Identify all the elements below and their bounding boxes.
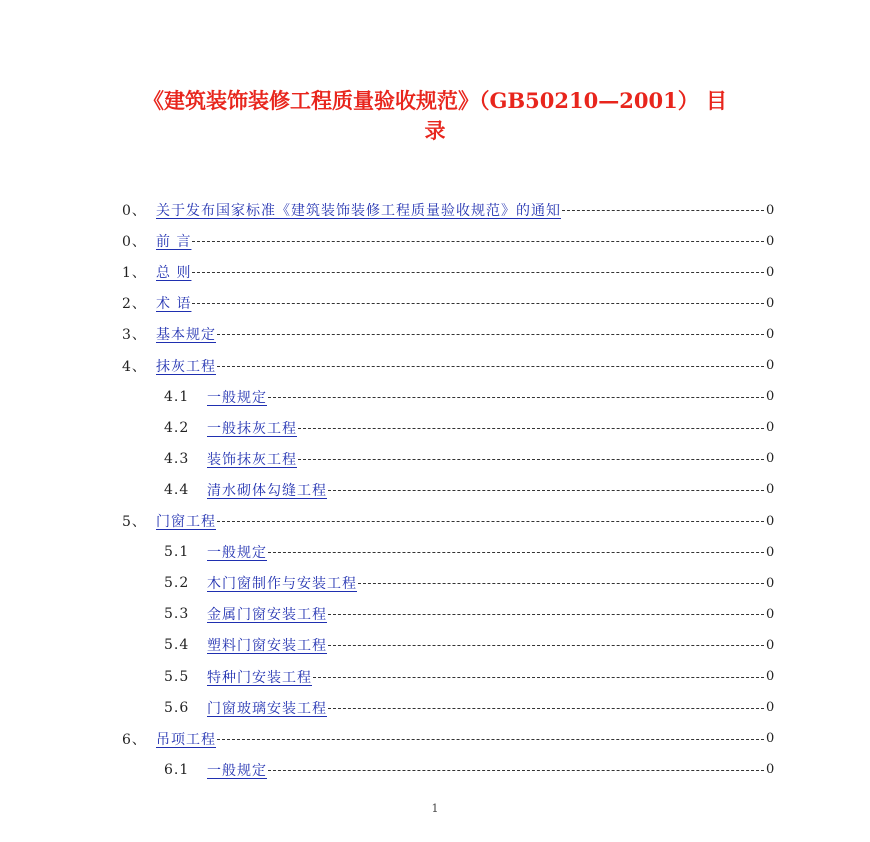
- toc-entry-number: 6.1: [164, 761, 190, 778]
- toc-entry-page: 0: [766, 202, 775, 218]
- toc-leader-dashes: [268, 552, 764, 553]
- toc-entry-page: 0: [766, 389, 775, 405]
- toc-entry-link[interactable]: 门窗玻璃安装工程: [207, 700, 327, 717]
- title-line-1: 《建筑装饰装修工程质量验收规范》（GB50210—2001） 目: [143, 88, 727, 113]
- toc-entry-number: 3、: [122, 327, 147, 344]
- toc-entry[interactable]: [0, 509, 870, 533]
- toc-entry-number: 6、: [122, 731, 147, 748]
- toc-entry-link[interactable]: 塑料门窗安装工程: [207, 638, 327, 655]
- toc-leader-dashes: [217, 739, 764, 740]
- toc-entry-link[interactable]: 抹灰工程: [156, 358, 216, 375]
- toc-leader-dashes: [192, 272, 764, 273]
- toc-leader-dashes: [298, 428, 764, 429]
- toc-entry-number: 4.4: [164, 481, 190, 498]
- toc-entry-page: 0: [766, 326, 775, 342]
- toc-entry-number: 1、: [122, 265, 147, 282]
- toc-entry[interactable]: [0, 696, 870, 720]
- toc-entry-page: 0: [766, 669, 775, 684]
- toc-entry-page: 0: [766, 358, 775, 373]
- toc-entry-number: 4、: [122, 358, 147, 375]
- toc-entry-page: 0: [766, 451, 775, 467]
- toc-entry-number: 5、: [122, 514, 147, 530]
- toc-entry-link[interactable]: 一般规定: [207, 762, 267, 779]
- toc-leader-dashes: [268, 397, 764, 398]
- toc-entry[interactable]: [0, 571, 870, 595]
- toc-entry-link[interactable]: 特种门安装工程: [207, 669, 312, 686]
- toc-entry-link[interactable]: 木门窗制作与安装工程: [207, 576, 357, 593]
- toc-leader-dashes: [217, 521, 764, 522]
- toc-entry[interactable]: [0, 478, 870, 502]
- toc-entry[interactable]: [0, 229, 870, 253]
- toc-leader-dashes: [562, 210, 764, 211]
- toc-leader-dashes: [328, 614, 764, 615]
- toc-entry-link[interactable]: 吊项工程: [156, 731, 216, 748]
- toc-entry[interactable]: [0, 758, 870, 782]
- toc-entry-number: 4.1: [164, 388, 190, 405]
- toc-entry-page: 0: [766, 762, 775, 778]
- toc-entry-page: 0: [766, 420, 775, 436]
- toc-leader-dashes: [313, 677, 764, 678]
- toc-leader-dashes: [268, 770, 764, 771]
- toc-entry[interactable]: [0, 665, 870, 689]
- toc-entry[interactable]: [0, 633, 870, 657]
- toc-entry[interactable]: [0, 198, 870, 222]
- toc-entry-number: 5.1: [164, 544, 190, 561]
- toc-entry-link[interactable]: 前 言: [156, 234, 192, 251]
- toc-entry[interactable]: [0, 727, 870, 751]
- title-line-2: 录: [424, 118, 446, 143]
- toc-leader-dashes: [328, 490, 764, 491]
- toc-entry-number: 5.6: [164, 699, 190, 716]
- toc-entry-link[interactable]: 清水砌体勾缝工程: [207, 482, 327, 499]
- toc-entry-page: 0: [766, 513, 775, 529]
- toc-entry-link[interactable]: 一般抹灰工程: [207, 420, 297, 437]
- toc-entry-number: 5.5: [164, 668, 190, 685]
- toc-leader-dashes: [192, 303, 764, 304]
- toc-entry-number: 5.4: [164, 637, 190, 654]
- toc-entry-number: 4.2: [164, 419, 190, 436]
- toc-entry-link[interactable]: 总 则: [156, 265, 192, 282]
- toc-entry-page: 0: [766, 731, 775, 747]
- toc-entry-page: 0: [766, 575, 775, 591]
- toc-entry[interactable]: [0, 540, 870, 564]
- toc-entry-page: 0: [766, 637, 775, 653]
- toc-leader-dashes: [328, 708, 764, 709]
- toc-entry-number: 5.2: [164, 575, 190, 592]
- toc-entry-page: 0: [766, 264, 775, 280]
- toc-entry-link[interactable]: 术 语: [156, 296, 192, 313]
- page-number: 1: [431, 802, 439, 815]
- toc-entry[interactable]: [0, 447, 870, 471]
- toc-leader-dashes: [192, 241, 764, 242]
- toc-entry[interactable]: [0, 260, 870, 284]
- toc-entry-number: 0、: [122, 234, 147, 251]
- toc-leader-dashes: [358, 583, 764, 584]
- toc-entry[interactable]: [0, 602, 870, 626]
- toc-leader-dashes: [298, 459, 764, 460]
- toc-entry[interactable]: [0, 385, 870, 409]
- toc-entry-page: 0: [766, 233, 775, 249]
- toc-entry-page: 0: [766, 295, 775, 311]
- toc-entry-number: 5.3: [164, 606, 190, 623]
- toc-entry-number: 0、: [122, 203, 147, 219]
- toc-entry[interactable]: [0, 291, 870, 315]
- toc-leader-dashes: [217, 366, 764, 367]
- toc-leader-dashes: [328, 645, 764, 646]
- toc-entry[interactable]: [0, 322, 870, 346]
- toc-entry-link[interactable]: 关于发布国家标准《建筑装饰装修工程质量验收规范》的通知: [156, 203, 561, 219]
- toc-entry-page: 0: [766, 544, 775, 560]
- toc-entry[interactable]: [0, 416, 870, 440]
- toc-entry-number: 4.3: [164, 450, 190, 467]
- toc-entry-link[interactable]: 一般规定: [207, 389, 267, 406]
- toc-entry-number: 2、: [122, 296, 147, 313]
- toc-entry-link[interactable]: 装饰抹灰工程: [207, 451, 297, 468]
- toc-entry-page: 0: [766, 700, 775, 716]
- toc-entry-link[interactable]: 金属门窗安装工程: [207, 607, 327, 624]
- toc-entry-page: 0: [766, 482, 775, 498]
- toc-entry-page: 0: [766, 606, 775, 622]
- toc-leader-dashes: [217, 334, 764, 335]
- toc-entry[interactable]: [0, 354, 870, 378]
- toc-entry-link[interactable]: 基本规定: [156, 327, 216, 344]
- toc-entry-link[interactable]: 门窗工程: [156, 514, 216, 530]
- toc-entry-link[interactable]: 一般规定: [207, 545, 267, 562]
